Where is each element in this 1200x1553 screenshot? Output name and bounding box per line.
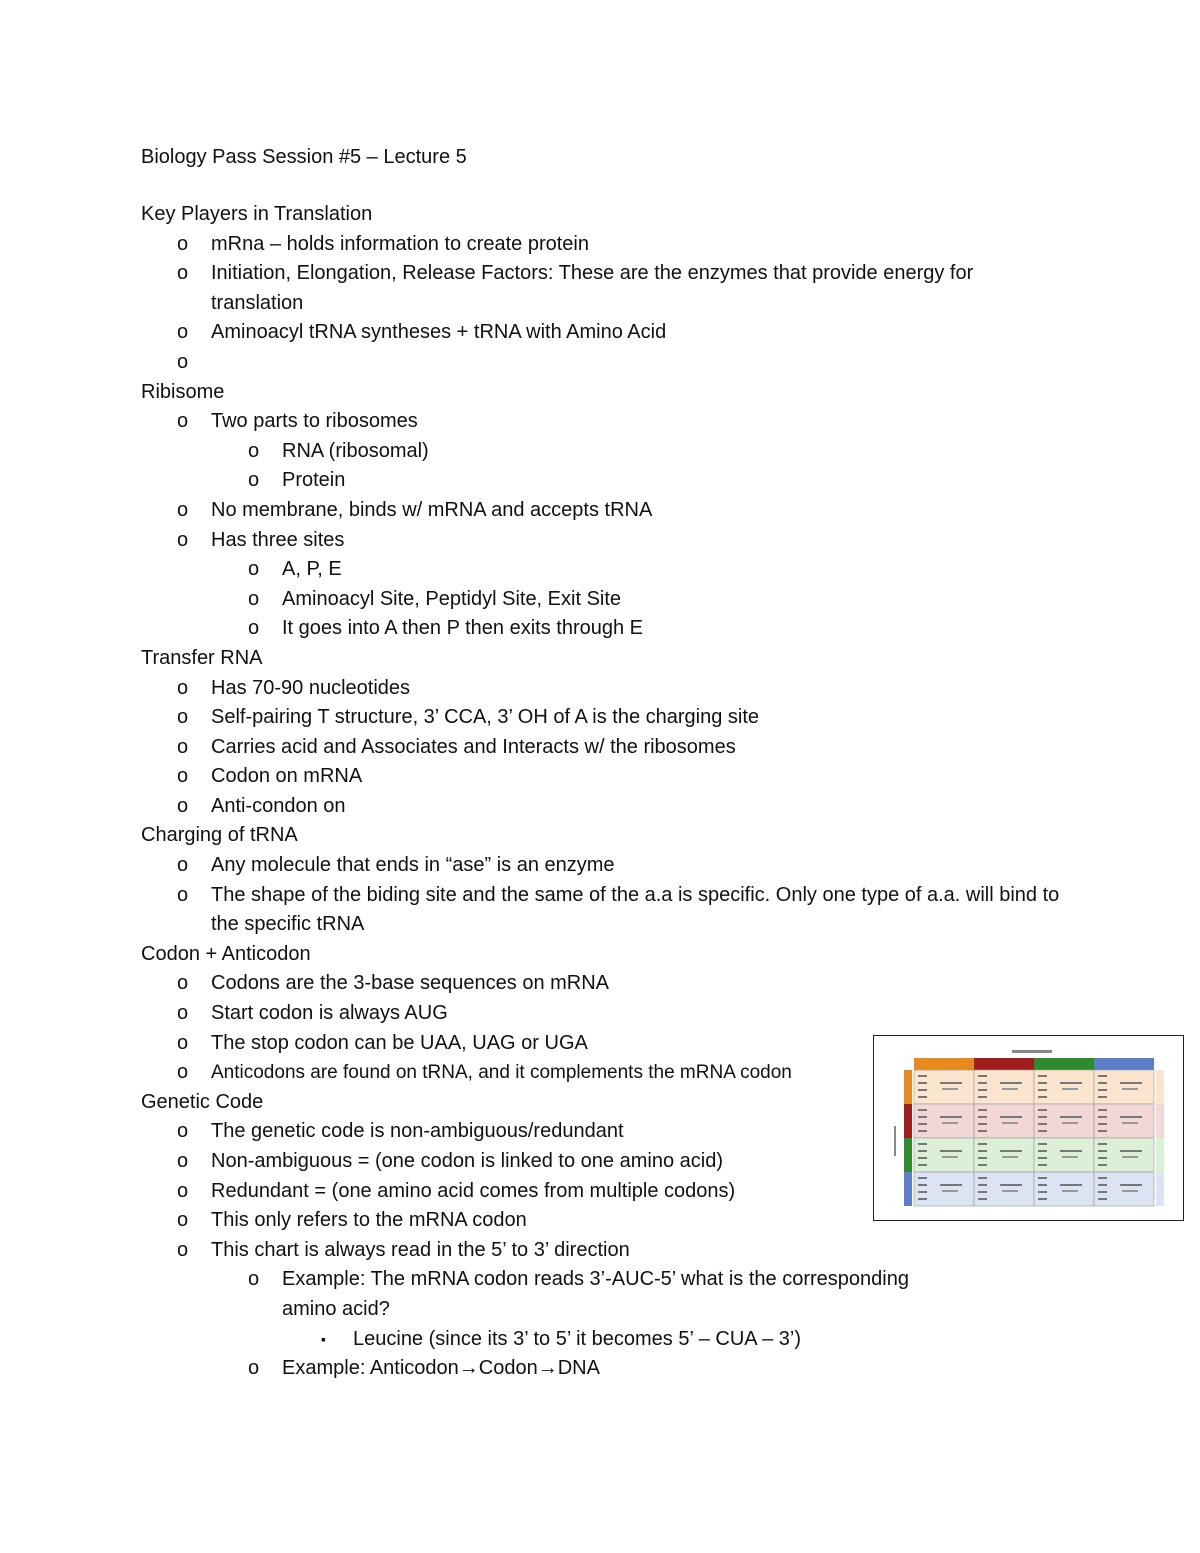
chart-row-side — [1156, 1104, 1164, 1138]
chart-cell-amino-mark — [942, 1156, 958, 1158]
list-item — [141, 1354, 1141, 1384]
chart-cell-codon-mark — [1038, 1109, 1047, 1111]
section-heading: Transfer RNA — [141, 646, 263, 669]
chart-cell-codon-mark — [978, 1191, 987, 1193]
chart-cell-codon-mark — [918, 1089, 927, 1091]
chart-column-header — [914, 1058, 974, 1070]
list-item — [141, 230, 1141, 260]
list-item-text: The shape of the biding site and the same of the a.a is specific. Only one type of a.a. will bind to the specific tRNA — [211, 883, 1060, 936]
list-item — [141, 999, 1141, 1029]
section-ribosome — [141, 378, 1141, 644]
bullet-icon: o — [177, 735, 189, 758]
chart-cell-codon-mark — [1098, 1143, 1107, 1145]
chart-cell-codon-mark — [1098, 1109, 1107, 1111]
section-heading: Charging of tRNA — [141, 824, 298, 847]
section-heading: Genetic Code — [141, 1090, 264, 1113]
chart-cell-codon-mark — [1098, 1164, 1107, 1166]
chart-cell-codon-mark — [1098, 1096, 1107, 1098]
chart-cell-amino-mark — [1002, 1190, 1018, 1192]
list-item — [141, 1236, 1141, 1266]
list-item-text: Anti-condon on — [211, 794, 346, 817]
bullet-icon: o — [248, 617, 260, 640]
chart-cell-codon-mark — [1038, 1143, 1047, 1145]
chart-cell-amino-mark — [1002, 1156, 1018, 1158]
chart-cell-codon-mark — [918, 1109, 927, 1111]
bullet-icon: o — [177, 972, 189, 995]
bullet-icon: o — [177, 528, 189, 551]
chart-cell-amino-mark — [1000, 1082, 1022, 1084]
chart-cell-codon-mark — [978, 1089, 987, 1091]
chart-cell-amino-mark — [1120, 1150, 1142, 1152]
list-item — [141, 407, 1141, 437]
chart-cell-codon-mark — [978, 1096, 987, 1098]
list-item-text: Has 70-90 nucleotides — [211, 676, 411, 699]
list-item-text: Codons are the 3-base sequences on mRNA — [211, 972, 610, 995]
list-item-text: The genetic code is non-ambiguous/redundant — [211, 1120, 624, 1143]
bullet-icon: o — [177, 262, 189, 285]
bullet-icon: o — [177, 1061, 189, 1084]
bullet-icon: o — [177, 350, 189, 373]
list-item-text: Initiation, Elongation, Release Factors: These are the enzymes that provide energy for translation — [211, 262, 974, 314]
chart-cell-codon-mark — [918, 1096, 927, 1098]
chart-cell-codon-mark — [1098, 1123, 1107, 1125]
chart-cell-amino-mark — [1122, 1088, 1138, 1090]
bullet-icon: o — [248, 439, 260, 462]
bullet-icon: o — [177, 498, 189, 521]
chart-cell-amino-mark — [1060, 1150, 1082, 1152]
chart-cell-amino-mark — [1120, 1184, 1142, 1186]
list-item-text: Aminoacyl Site, Peptidyl Site, Exit Site — [282, 587, 622, 610]
chart-cell-codon-mark — [918, 1198, 927, 1200]
list-item — [141, 259, 1031, 318]
chart-cell-codon-mark — [1038, 1075, 1047, 1077]
list-item-text: Protein — [282, 469, 346, 492]
chart-cell-codon-mark — [918, 1075, 927, 1077]
chart-cell-codon-mark — [1038, 1198, 1047, 1200]
chart-cell-codon-mark — [918, 1177, 927, 1179]
chart-cell-amino-mark — [1062, 1088, 1078, 1090]
chart-cell-amino-mark — [1060, 1184, 1082, 1186]
chart-cell-codon-mark — [1098, 1082, 1107, 1084]
chart-cell-amino-mark — [1062, 1122, 1078, 1124]
bullet-icon: o — [177, 232, 189, 255]
chart-cell-codon-mark — [978, 1164, 987, 1166]
chart-cell-codon-mark — [1098, 1150, 1107, 1152]
bullet-icon: o — [177, 1150, 189, 1172]
list-item-text: Redundant = (one amino acid comes from multiple codons) — [211, 1179, 736, 1202]
list-item-text: Example: Anticodon→Codon→DNA — [282, 1357, 600, 1380]
chart-cell-codon-mark — [1098, 1075, 1107, 1077]
list-item-text: A, P, E — [282, 558, 342, 581]
bullet-icon: o — [177, 1002, 189, 1025]
chart-cell-codon-mark — [1098, 1191, 1107, 1193]
list-item — [141, 1325, 1141, 1355]
chart-cell-codon-mark — [1098, 1157, 1107, 1159]
chart-cell-amino-mark — [1000, 1116, 1022, 1118]
chart-cell-amino-mark — [1002, 1088, 1018, 1090]
list-item-text: Aminoacyl tRNA syntheses + tRNA with Amino Acid — [211, 321, 667, 344]
chart-cell-codon-mark — [1038, 1184, 1047, 1186]
chart-cell-codon-mark — [978, 1130, 987, 1132]
chart-cell-codon-mark — [978, 1184, 987, 1186]
chart-cell-amino-mark — [1062, 1156, 1078, 1158]
list-item — [141, 466, 1141, 496]
section-key-players — [141, 200, 1141, 378]
genetic-code-chart-image — [873, 1035, 1184, 1221]
bullet-icon: o — [177, 410, 189, 433]
list-item — [141, 348, 1141, 378]
chart-row-side — [1156, 1138, 1164, 1172]
list-item — [141, 318, 1141, 348]
chart-row-side — [1156, 1070, 1164, 1104]
chart-cell-codon-mark — [1038, 1164, 1047, 1166]
list-item-text: This chart is always read in the 5’ to 3’ direction — [211, 1238, 630, 1261]
bullet-icon: o — [177, 854, 189, 877]
chart-cell-amino-mark — [1120, 1082, 1142, 1084]
chart-cell-codon-mark — [918, 1116, 927, 1118]
bullet-icon: o — [248, 1268, 260, 1291]
chart-cell-codon-mark — [1098, 1089, 1107, 1091]
chart-axis-mark — [894, 1126, 896, 1156]
chart-row-header — [904, 1138, 912, 1172]
list-item — [141, 555, 1141, 585]
genetic-code-chart-graphic — [874, 1036, 1185, 1222]
chart-cell-codon-mark — [978, 1123, 987, 1125]
chart-cell-codon-mark — [1038, 1191, 1047, 1193]
bullet-icon: o — [177, 1238, 189, 1261]
chart-cell-codon-mark — [978, 1116, 987, 1118]
list-item-text: This only refers to the mRNA codon — [211, 1209, 527, 1232]
chart-cell-codon-mark — [978, 1075, 987, 1077]
bullet-icon: o — [177, 1209, 189, 1232]
chart-cell-codon-mark — [1038, 1082, 1047, 1084]
list-item-text: It goes into A then P then exits through E — [282, 617, 643, 640]
list-item-text: The stop codon can be UAA, UAG or UGA — [211, 1031, 588, 1054]
section-heading: Ribisome — [141, 380, 225, 403]
list-item — [141, 851, 1141, 881]
bullet-icon: o — [177, 794, 189, 817]
list-item — [141, 614, 1141, 644]
section-heading: Codon + Anticodon — [141, 942, 311, 965]
chart-cell-codon-mark — [918, 1143, 927, 1145]
chart-cell-codon-mark — [1038, 1089, 1047, 1091]
list-item-text: RNA (ribosomal) — [282, 439, 429, 462]
list-item-text: Carries acid and Associates and Interacts w/ the ribosomes — [211, 735, 736, 758]
list-item — [141, 1265, 932, 1324]
chart-cell-amino-mark — [942, 1122, 958, 1124]
chart-cell-amino-mark — [940, 1116, 962, 1118]
bullet-icon: o — [248, 469, 260, 492]
chart-cell-amino-mark — [942, 1088, 958, 1090]
list-item-text: No membrane, binds w/ mRNA and accepts tRNA — [211, 498, 653, 521]
bullet-icon: o — [248, 1357, 260, 1380]
bullet-icon: o — [177, 1179, 189, 1202]
chart-cell-codon-mark — [1038, 1116, 1047, 1118]
chart-cell-codon-mark — [978, 1109, 987, 1111]
list-item — [141, 496, 1141, 526]
chart-cell-codon-mark — [978, 1177, 987, 1179]
list-item-text: Leucine (since its 3’ to 5’ it becomes 5’ – CUA – 3’) — [353, 1327, 801, 1350]
page-title: Biology Pass Session #5 – Lecture 5 — [141, 146, 467, 168]
chart-cell-amino-mark — [940, 1184, 962, 1186]
chart-cell-amino-mark — [1122, 1122, 1138, 1124]
chart-cell-codon-mark — [918, 1130, 927, 1132]
bullet-icon: o — [177, 676, 189, 699]
list-item — [141, 674, 1141, 704]
chart-cell-codon-mark — [1098, 1130, 1107, 1132]
chart-cell-codon-mark — [978, 1157, 987, 1159]
bullet-icon: o — [177, 321, 189, 344]
chart-cell-codon-mark — [918, 1164, 927, 1166]
chart-column-header — [1094, 1058, 1154, 1070]
chart-cell-amino-mark — [1122, 1156, 1138, 1158]
chart-cell-codon-mark — [1098, 1184, 1107, 1186]
chart-cell-codon-mark — [918, 1184, 927, 1186]
list-item-text: Self-pairing T structure, 3’ CCA, 3’ OH of A is the charging site — [211, 706, 760, 729]
chart-cell-amino-mark — [1000, 1184, 1022, 1186]
chart-column-header — [974, 1058, 1034, 1070]
chart-cell-codon-mark — [978, 1150, 987, 1152]
chart-cell-codon-mark — [918, 1082, 927, 1084]
square-bullet-icon: ▪ — [321, 1330, 326, 1347]
chart-cell-codon-mark — [978, 1198, 987, 1200]
chart-cell-codon-mark — [1038, 1150, 1047, 1152]
chart-row-header — [904, 1104, 912, 1138]
section-transfer-rna — [141, 644, 1141, 822]
list-item — [141, 733, 1141, 763]
chart-cell-codon-mark — [1038, 1130, 1047, 1132]
chart-cell-amino-mark — [1060, 1116, 1082, 1118]
list-item — [141, 437, 1141, 467]
list-item-text: Start codon is always AUG — [211, 1002, 448, 1025]
list-item — [141, 703, 1141, 733]
bullet-icon: o — [177, 706, 189, 729]
list-item-text: Anticodons are found on tRNA, and it complements the mRNA codon — [211, 1062, 792, 1084]
bullet-icon: o — [177, 883, 189, 906]
list-item-text: Non-ambiguous = (one codon is linked to one amino acid) — [211, 1150, 723, 1172]
list-item-text: Codon on mRNA — [211, 765, 363, 788]
bullet-icon: o — [248, 587, 260, 610]
list-item-text: Has three sites — [211, 528, 345, 551]
chart-cell-codon-mark — [1098, 1116, 1107, 1118]
bullet-icon: o — [248, 558, 260, 581]
chart-cell-codon-mark — [1038, 1096, 1047, 1098]
bullet-icon: o — [177, 1031, 189, 1054]
chart-cell-codon-mark — [978, 1143, 987, 1145]
chart-row-header — [904, 1070, 912, 1104]
chart-cell-codon-mark — [1098, 1177, 1107, 1179]
list-item-text: Two parts to ribosomes — [211, 410, 418, 433]
section-heading: Key Players in Translation — [141, 203, 373, 225]
chart-cell-amino-mark — [1120, 1116, 1142, 1118]
chart-cell-amino-mark — [1002, 1122, 1018, 1124]
chart-title-mark — [1012, 1050, 1052, 1053]
section-charging-trna — [141, 821, 1141, 939]
list-item — [141, 762, 1141, 792]
bullet-icon: o — [177, 1120, 189, 1143]
list-item — [141, 526, 1141, 556]
chart-cell-amino-mark — [940, 1082, 962, 1084]
list-item — [141, 881, 1071, 940]
chart-cell-amino-mark — [1062, 1190, 1078, 1192]
chart-row-header — [904, 1172, 912, 1206]
list-item — [141, 585, 1141, 615]
chart-cell-amino-mark — [1060, 1082, 1082, 1084]
chart-cell-amino-mark — [1122, 1190, 1138, 1192]
chart-cell-codon-mark — [1038, 1123, 1047, 1125]
chart-cell-amino-mark — [1000, 1150, 1022, 1152]
chart-cell-amino-mark — [942, 1190, 958, 1192]
chart-cell-codon-mark — [918, 1123, 927, 1125]
list-item-text: mRna – holds information to create protein — [211, 232, 589, 255]
chart-cell-codon-mark — [1098, 1198, 1107, 1200]
chart-cell-codon-mark — [1038, 1157, 1047, 1159]
chart-cell-codon-mark — [918, 1150, 927, 1152]
chart-cell-codon-mark — [978, 1082, 987, 1084]
bullet-icon: o — [177, 765, 189, 788]
chart-cell-codon-mark — [918, 1157, 927, 1159]
chart-row-side — [1156, 1172, 1164, 1206]
list-item-text: Any molecule that ends in “ase” is an enzyme — [211, 854, 615, 877]
chart-cell-codon-mark — [918, 1191, 927, 1193]
chart-cell-amino-mark — [940, 1150, 962, 1152]
list-item-text: Example: The mRNA codon reads 3’-AUC-5’ what is the corresponding amino acid? — [282, 1268, 909, 1320]
list-item — [141, 969, 1141, 999]
list-item — [141, 792, 1141, 822]
chart-column-header — [1034, 1058, 1094, 1070]
chart-cell-codon-mark — [1038, 1177, 1047, 1179]
